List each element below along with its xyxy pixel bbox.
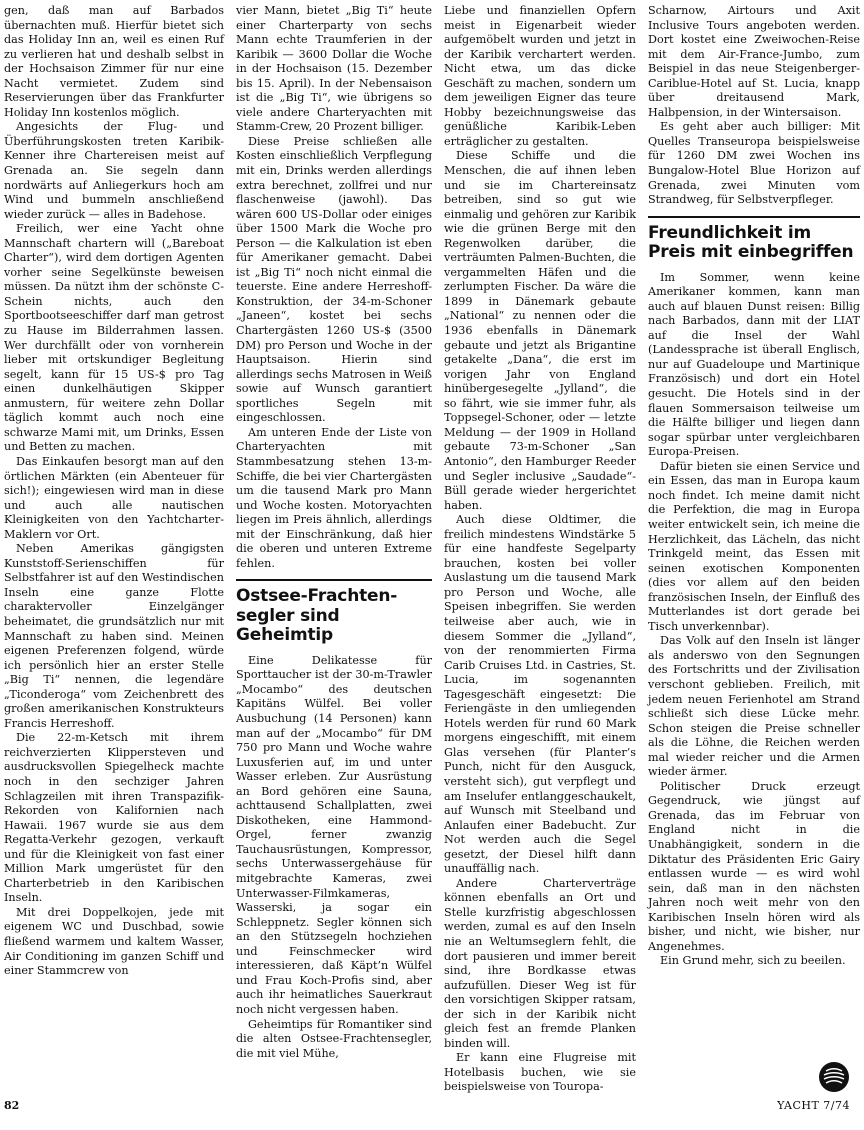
paragraph: Das Volk auf den Inseln ist länger als anderswo von den Segnungen des Fortschritts und der Zivilisation verschont geblieben. Freilich, mit jedem neuen Ferienhotel am Strand schließt sich diese Lücke mehr. Schon steigen die Preise schneller als die Löhne, die Reichen werden mal wieder reicher und die Armen wieder ärmer. <box>648 634 860 779</box>
paragraph: Scharnow, Airtours und Axit Inclusive Tours angeboten werden. Dort kostet eine Zweiwochen-Reise mit dem Air-France-Jumbo, zum Beispiel in das neue Steigenberger-Cariblue-Hotel auf St. Lucia, knapp über dreitausend Mark, Halbpension, in der Wintersaison. <box>648 4 860 119</box>
paragraph: Mit drei Doppelkojen, jede mit eigenem WC und Duschbad, sowie fließend warmem und kaltem Wasser, Air Conditioning im ganzen Schiff und einer Stammcrew von <box>4 905 224 978</box>
paragraph: Freilich, wer eine Yacht ohne Mannschaft chartern will („Bareboat Charter“), wird dem dortigen Agenten vorher seine Segelkünste beweisen müssen. Da nützt ihm der schönste C-Schein nichts, auch den Sportbootseeschiffer darf man getrost zu Hause im Bilderrahmen lassen. Wer durchfällt oder von vornherein lieber mit ortskundiger Begleitung segelt, kann für 15 US-$ pro Tag einen dunkelhäutigen Skipper anmustern, für weitere zehn Dollar täglich kommt auch noch eine schwarze Mami mit, um Drinks, Essen und Betten zu machen. <box>4 222 224 454</box>
magazine-issue: YACHT 7/74 <box>777 1099 850 1112</box>
section-heading-ostsee: Ostsee-Frachten-segler sind Geheimtip <box>236 586 398 646</box>
paragraph: Auch diese Oldtimer, die freilich mindestens Windstärke 5 für eine handfeste Segelparty brauchen, kosten bei voller Auslastung um die tausend Mark pro Person und Woche, alle Speisen inbegriffen. Sie werden teilweise aber auch, wie in diesem Sommer die „Jylland“, von der renommierten Firma Carib Cruises Ltd. in Castries, St. Lucia, im sogenannten Tagesgeschäft eingesetzt: Die Feriengäste in den umliegenden Hotels werden für rund 60 Mark morgens eingeschifft, mit einem Glas versehen (für Planter’s Punch, nicht für den Ausguck, versteht sich), gut verpflegt und am Inselufer entlanggeschaukelt, auf Wunsch mit Steelband und Anlaufen einer Badebucht. Zur Not werden auch die Segel gesetzt, der Diesel hilft dann unauffällig nach. <box>444 513 636 876</box>
paragraph: gen, daß man auf Barbados übernachten muß. Hierfür bietet sich das Holiday Inn an, weil es einen Ruf zu verlieren hat und deshalb selbst in der Hochsaison Zimmer für nur eine Nacht vermietet. Zudem sind Reservierungen über das Frankfurter Holiday Inn kostenlos möglich. <box>4 4 224 119</box>
end-mark-logo-icon <box>817 1060 851 1094</box>
paragraph: Liebe und finanziellen Opfern meist in Eigenarbeit wieder aufgemöbelt wurden und jetzt in der Karibik verchartert werden. Nicht etwa, um das dicke Geschäft zu machen, sondern um dem jeweiligen Eigner das teure Hobby bezeichnungsweise das genüßliche Karibik-Leben erträglicher zu gestalten. <box>444 4 636 148</box>
column-1 <box>4 4 224 979</box>
paragraph: Neben Amerikas gängigsten Kunststoff-Serienschiffen für Selbstfahrer ist auf den Westindischen Inseln eine ganze Flotte charaktervoller Einzelgänger beheimatet, die grundsätzlich nur mit Mannschaft zu haben sind. Meinen eigenen Preferenzen folgend, würde ich persönlich hier an erster Stelle „Big Ti“ nennen, die legendäre „Ticonderoga“ vom Zeichenbrett des großen amerikanischen Konstrukteurs Francis Herreshoff. <box>4 542 224 730</box>
paragraph: Politischer Druck erzeugt Gegendruck, wie jüngst auf Grenada, das im Februar von England nicht in die Unabhängigkeit, sondern in die Diktatur des Präsidenten Eric Gairy entlassen wurde — es wird wohl sein, daß man in den nächsten Jahren noch weit mehr von den Karibischen Inseln hören wird als bisher, und nicht, wie bisher, nur Angenehmes. <box>648 779 860 953</box>
page-number: 82 <box>4 1099 20 1112</box>
paragraph: Dafür bieten sie einen Service und ein Essen, das man in Europa kaum noch findet. Ich meine damit nicht die Perfektion, die mag in Europa weiter entwickelt sein, ich meine die Herzlichkeit, das Lächeln, das nicht Trinkgeld meint, das Essen mit seinen exotischen Komponenten (dies vor allem auf den beiden französischen Inseln, der Einfluß des Mutterlandes ist dort gerade bei Tisch unverkennbar). <box>648 459 860 633</box>
section-rule <box>648 216 860 218</box>
paragraph: Am unteren Ende der Liste von Charteryachten mit Stammbesatzung stehen 13-m-Schiffe, die bei vier Chartergästen um die tausend Mark pro Mann und Woche kosten. Motoryachten liegen im Preis ähnlich, allerdings mit der Einschränkung, daß hier die oberen und unteren Extreme fehlen. <box>236 425 432 570</box>
paragraph: Er kann eine Flugreise mit Hotelbasis buchen, wie sie beispielsweise von Touropa- <box>444 1051 636 1094</box>
paragraph: Diese Schiffe und die Menschen, die auf ihnen leben und sie im Chartereinsatz betreiben, sind so gut wie einmalig und gehören zur Karibik wie die grünen Berge mit den Regenwolken darüber, die verträumten Palmen-Buchten, die vergammelten Häfen und die zerlumpten Fischer. Da wäre die 1899 in Dänemark gebaute „National“ zu nennen oder die 1936 ebenfalls in Dänemark gebaute und jetzt als Brigantine getakelte „Dana“, die erst im vorigen Jahr von England hinübergesegelte „Jylland“, die so fährt, wie sie immer fuhr, als Toppsegel-Schoner, oder — letzte Meldung — der 1909 in Holland gebaute 73-m-Schoner „San Antonio“, den Hamburger Reeder und Segler inclusive „Saudade“-Büll gerade wieder hergerichtet haben. <box>444 149 636 512</box>
paragraph: Ein Grund mehr, sich zu beeilen. <box>660 954 846 968</box>
paragraph: Geheimtips für Romantiker sind die alten Ostsee-Frachtensegler, die mit viel Mühe, <box>236 1017 432 1060</box>
section-heading-freundlichkeit: Freundlichkeit im Preis mit einbegriffen <box>648 222 854 263</box>
paragraph: Das Einkaufen besorgt man auf den örtlichen Märkten (ein Abenteuer für sich!); eingewiesen wird man in diese und auch alle nautischen Kleinigkeiten von den Yachtcharter-Maklern vor Ort. <box>4 454 224 541</box>
paragraph: Andere Charterverträge können ebenfalls an Ort und Stelle kurzfristig abgeschlossen werden, zumal es auf den Inseln nie an Weltumseglern fehlt, die dort pausieren und immer bereit sind, ihre Bordkasse etwas aufzufüllen. Dieser Weg ist für den vorsichtigen Skipper ratsam, der sich in der Karibik nicht gleich fest an fremde Planken binden will. <box>444 876 636 1050</box>
column-2 <box>236 4 432 1061</box>
paragraph: Die 22-m-Ketsch mit ihrem reichverzierten Klippersteven und ausdrucksvollen Spiegelheck machte noch in den sechziger Jahren Schlagzeilen mit ihren Transpazifik-Rekorden von Kalifornien nach Hawaii. 1967 wurde sie aus dem Regatta-Verkehr gezogen, verkauft und für die Kleinigkeit von fast einer Million Mark umgerüstet für den Charterbetrieb in den Karibischen Inseln. <box>4 731 224 905</box>
paragraph: Angesichts der Flug- und Überführungskosten treten Karibik-Kenner ihre Chartereisen meist auf Grenada an. Sie segeln dann nordwärts auf Anliegerkurs hoch am Wind und bummeln anschließend wieder zurück — alles in Badehose. <box>4 120 224 221</box>
section-rule <box>236 579 432 581</box>
column-3 <box>444 4 636 1095</box>
paragraph: Eine Delikatesse für Sporttaucher ist der 30-m-Trawler „Mocambo“ des deutschen Kapitäns Wülfel. Bei voller Ausbuchung (14 Personen) kann man auf der „Mocambo“ für DM 750 pro Mann und Woche wahre Luxusferien auf, im und unter Wasser erleben. Zur Ausrüstung an Bord gehören eine Sauna, achttausend Schallplatten, zwei Diskotheken, eine Hammond-Orgel, ferner zwanzig Tauchausrüstungen, Kompressor, sechs Unterwassergehäuse für mitgebrachte Kameras, zwei Unterwasser-Filmkameras, Wasserski, ja sogar ein Schleppnetz. Segler können sich an den Stützsegeln hochziehen und Feinschmecker wird interessieren, daß Käpt’n Wülfel und Frau Koch-Profis sind, aber auch ihr heimatliches Sauerkraut noch nicht vergessen haben. <box>236 653 432 1016</box>
paragraph: Im Sommer, wenn keine Amerikaner kommen, kann man auch auf blauen Dunst reisen: Billig nach Barbados, dann mit der LIAT auf die Insel der Wahl (Landessprache ist überall Englisch, nur auf Guadeloupe und Martinique Französisch) und dort ein Hotel gesucht. Die Hotels sind in der flauen Sommersaison teilweise um die Hälfte billiger und liegen dann sogar spürbar unter vergleichbaren Europa-Preisen. <box>648 270 860 459</box>
paragraph: Diese Preise schließen alle Kosten einschließlich Verpflegung mit ein, Drinks werden allerdings extra berechnet, zollfrei und nur flaschenweise (jawohl). Das wären 600 US-Dollar oder einiges über 1500 Mark die Woche pro Person — die Kalkulation ist eben für Amerikaner gemacht. Dabei ist „Big Ti“ noch nicht einmal die teuerste. Eine andere Herreshoff-Konstruktion, der 34-m-Schoner „Janeen“, kostet bei sechs Chartergästen 1260 US-$ (3500 DM) pro Person und Woche in der Hauptsaison. Hierin sind allerdings sechs Matrosen in Weiß sowie auf Wunsch garantiert sportliches Segeln mit eingeschlossen. <box>236 134 432 425</box>
column-4 <box>648 4 860 969</box>
paragraph: vier Mann, bietet „Big Ti“ heute einer Charterparty von sechs Mann echte Traumferien in der Karibik — 3600 Dollar die Woche in der Hochsaison (15. Dezember bis 15. April). In der Nebensaison ist die „Big Ti“, wie übrigens so viele andere Charteryachten mit Stamm-Crew, 20 Prozent billiger. <box>236 4 432 134</box>
paragraph: Es geht aber auch billiger: Mit Quelles Transeuropa beispielsweise für 1260 DM zwei Wochen ins Bungalow-Hotel Blue Horizon auf Grenada, zwei Minuten vom Strandweg, für Selbstverpfleger. <box>648 120 860 207</box>
